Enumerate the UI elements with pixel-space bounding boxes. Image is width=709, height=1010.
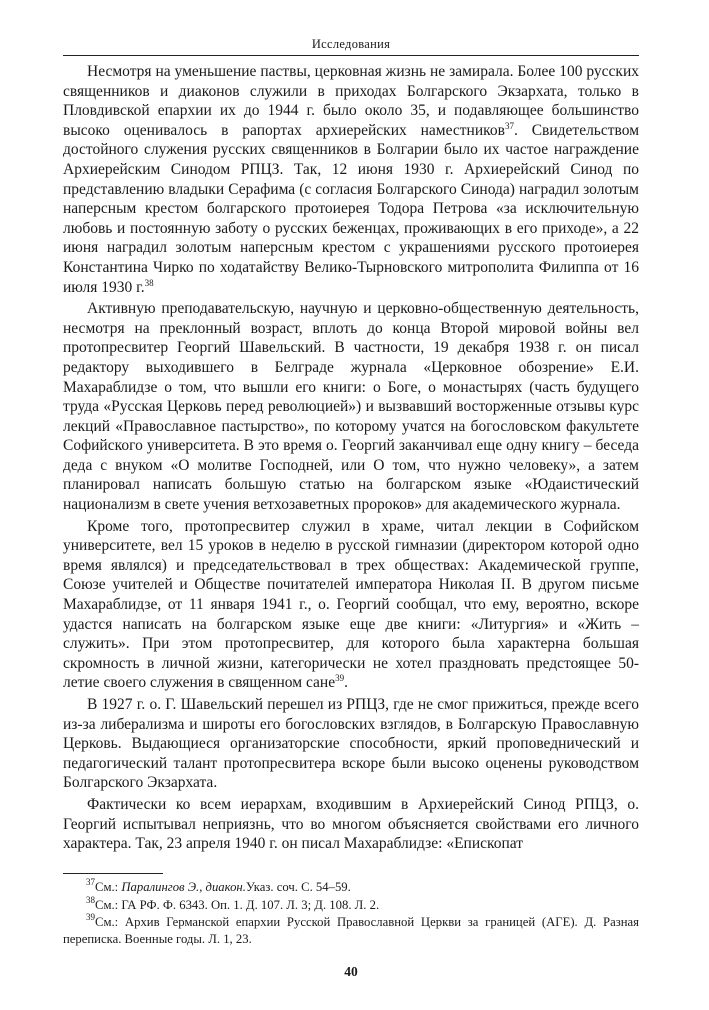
footnote-38 bbox=[63, 894, 639, 914]
paragraph-text: . bbox=[344, 674, 348, 692]
paragraph-text: Активную преподавательскую, научную и церковно-общественную деятельность, несмотря на преклонный возраст, вплоть до конца Второй мировой войны вел протопресвитер Георгий Шавельский. В частности, 19 декабря 1938 г. он писал редактору выходившего в Белграде журнала «Церковное обозрение» Е.И. Махараблидзе о том, что вышли его книги: о Боге, о монастырях (часть будущего труда «Русская Церковь перед революцией») и вызвавший восторженные отзывы курс лекций «Православное пастырство», по которому учатся на богословском факультете Софийского университета. В это время о. Георгий заканчивал еще одну книгу – беседа деда с внуком «О молитве Господней, или О том, что нужно человеку», а затем планировал написать большую статью на болгарском языке «Юдаистический национализм в свете учения ветхозаветных пророков» для академического журнала. bbox=[63, 300, 639, 514]
footnote-text: См.: ГА РФ. Ф. 6343. Оп. 1. Д. 107. Л. 3; Д. 108. Л. 2. bbox=[95, 897, 380, 912]
footnotes bbox=[63, 876, 639, 948]
footnote-divider bbox=[63, 873, 163, 874]
footnote-mark: 37 bbox=[86, 876, 95, 887]
running-head: Исследования bbox=[63, 34, 639, 56]
paragraph-3 bbox=[63, 517, 639, 693]
paragraph-text: Несмотря на уменьшение паствы, церковная жизнь не замирала. Более 100 русских священников и диаконов служили в приходах Болгарского Экзархата, только в Пловдивской епархии их до 1944 г. было около 35, и подавляющее большинство высоко оценивалось в рапортах архиерейских наместников bbox=[63, 63, 639, 139]
footnote-text: Указ. соч. С. 54–59. bbox=[245, 879, 351, 894]
footnote-37 bbox=[63, 876, 639, 896]
paragraph-5 bbox=[63, 795, 639, 854]
footnote-mark: 39 bbox=[86, 912, 95, 923]
paragraph-text: В 1927 г. о. Г. Шавельский перешел из РПЦЗ, где не смог прижиться, прежде всего из-за либерализма и широты его богословских взглядов, в Болгарскую Православную Церковь. Выдающиеся организаторские способности, яркий проповеднический и педагогический талант протопресвитера вскоре были высоко оценены руководством Болгарского Экзархата. bbox=[63, 696, 639, 792]
footnote-mark: 38 bbox=[86, 894, 95, 905]
paragraph-text: Фактически ко всем иерархам, входившим в Архиерейский Синод РПЦЗ, о. Георгий испытывал неприязнь, что во многом объясняется свойствами его личного характера. Так, 23 апреля 1940 г. он писал Махараблидзе: «Епископат bbox=[63, 795, 639, 853]
footnote-author: Паралингов Э., диакон. bbox=[121, 879, 246, 894]
page bbox=[63, 34, 639, 980]
footnote-text: См.: bbox=[95, 879, 122, 894]
footnote-ref[interactable]: 37 bbox=[504, 120, 514, 131]
paragraph-4 bbox=[63, 695, 639, 793]
page-number: 40 bbox=[344, 963, 358, 979]
paragraph-1 bbox=[63, 62, 639, 297]
footnote-ref[interactable]: 39 bbox=[335, 673, 345, 684]
paragraph-text: . Свидетельством достойного служения русских священников в Болгарии было их частое награждение Архиерейским Синодом РПЦЗ. Так, 12 июня 1930 г. Архиерейский Синод по представлению владыки Серафима (с согласия Болгарского Синода) наградил золотым наперсным крестом болгарского протоиерея Тодора Петрова «за исключительную любовь и постоянную заботу о русских беженцах, проживающих в его приходе», а 22 июня наградил золотым наперсным крестом с украшениями русского протоиерея Константина Чирко по ходатайству Велико-Тырновского митрополита Филиппа от 16 июля 1930 г. bbox=[63, 121, 640, 296]
paragraph-2 bbox=[63, 299, 639, 515]
body-text bbox=[63, 62, 639, 854]
footnote-39 bbox=[63, 914, 639, 948]
footnote-ref[interactable]: 38 bbox=[144, 277, 154, 288]
paragraph-text: Кроме того, протопресвитер служил в храме, читал лекции в Софийском университете, вел 15 уроков в неделю в русской гимназии (директором которой одно время являлся) и председательствовал в трех обществах: Академической группе, Союзе учителей и Обществе почитателей императора Николая II. В другом письме Махараблидзе, от 11 января 1941 г., о. Георгий сообщал, что ему, вероятно, вскоре удастся написать на болгарском языке еще две книги: «Литургия» и «Жить – служить». При этом протопресвитер, для которого была характерна большая скромность в личной жизни, категорически не хотел праздновать предстоящее 50-летие своего служения в священном сане bbox=[63, 517, 639, 692]
footnote-text: См.: Архив Германской епархии Русской Православной Церкви за границей (АГЕ). Д. Разная переписка. Военные годы. Л. 1, 23. bbox=[63, 915, 639, 947]
